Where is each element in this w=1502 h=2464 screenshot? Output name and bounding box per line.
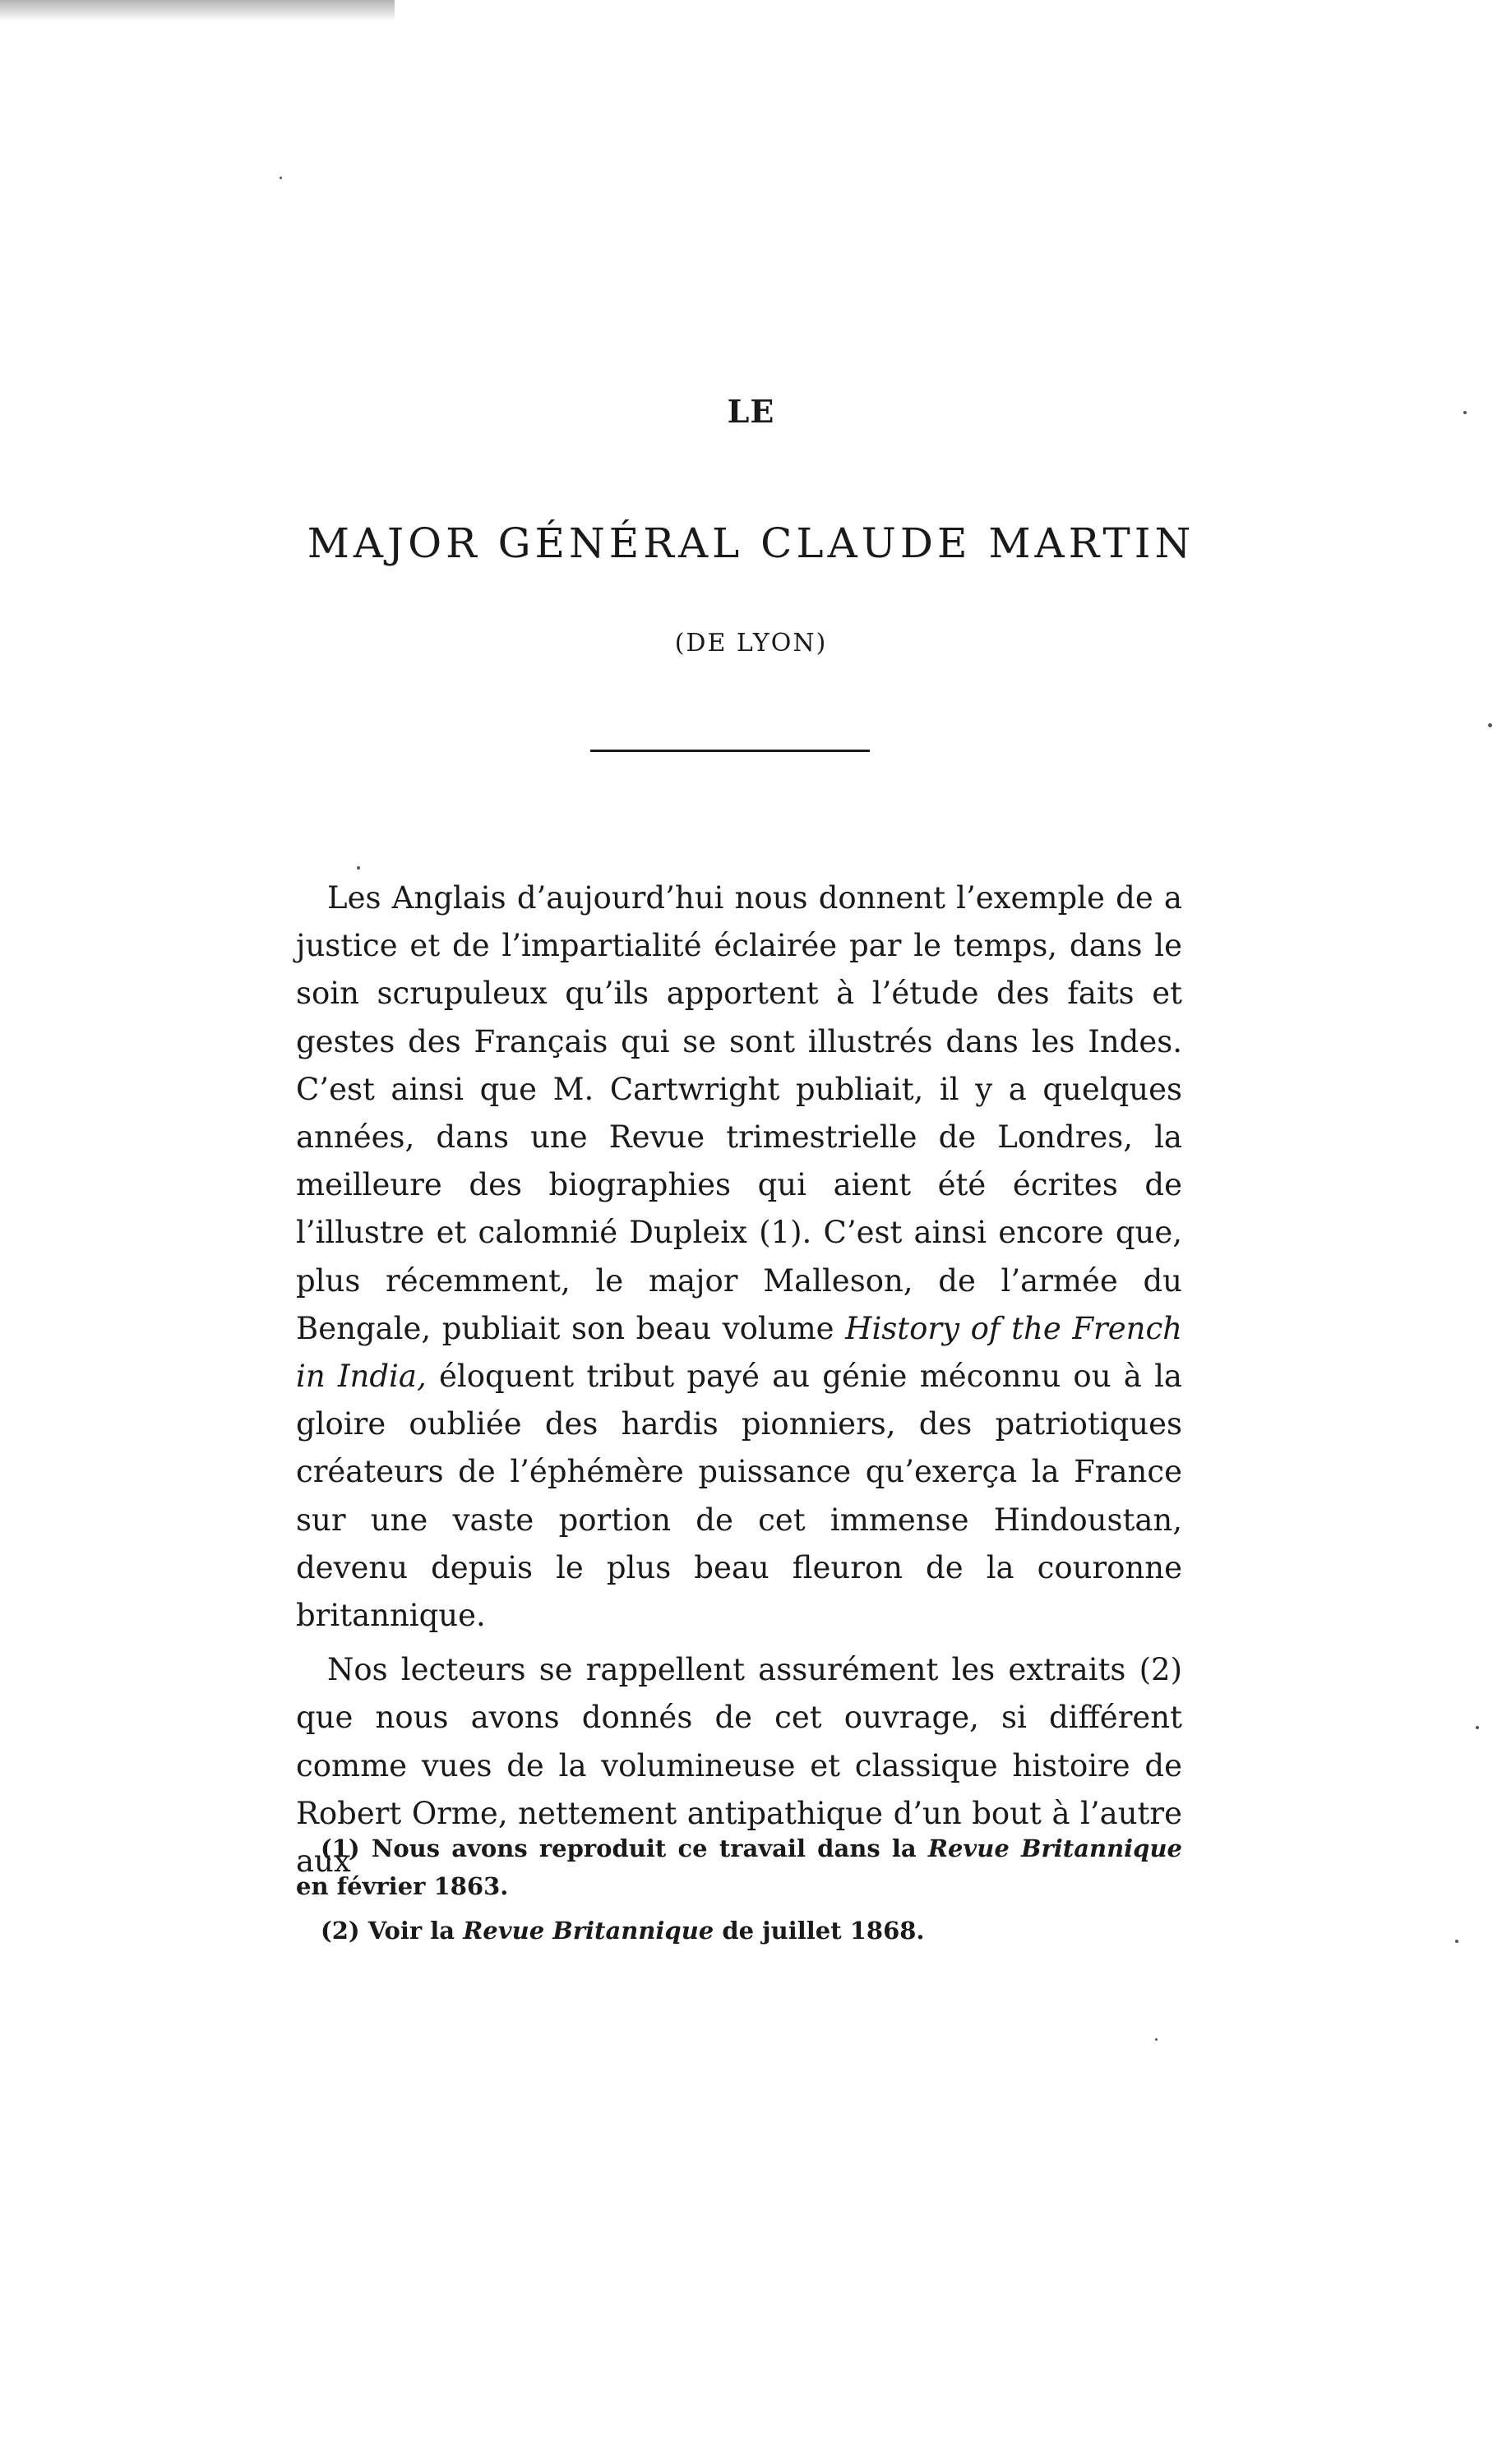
footnote-1 [296, 1830, 1182, 1905]
footnote-2-text-b: de juillet 1868. [714, 1917, 925, 1945]
paragraph-1-text-a: Les Anglais d’aujourd’hui nous donnent l’exemple de a justice et de l’impartialité éclairée par le temps, dans le soin scrupuleux qu’ils apportent à l’étude des faits et gestes des Français qui se sont illustrés dans les Indes. C’est ainsi que M. Cartwright publiait, il y a quelques années, dans une Revue trimestrielle de Londres, la meilleure des biographies qui aient été écrites de l’illustre et calomnié Dupleix (1). C’est ainsi encore que, plus récemment, le major Malleson, de l’armée du Bengale, publiait son beau volume [296, 880, 1182, 1346]
title-divider [590, 750, 870, 752]
scan-edge-shadow [0, 0, 395, 21]
scan-speck [1155, 2038, 1158, 2041]
paragraph-2: Nos lecteurs se rappellent assurément les extraits (2) que nous avons donnés de cet ouvrage, si différent comme vues de la volumineuse et classique histoire de Robert Orme, nettement antipathique d’un bout à l’autre aux [296, 1652, 1182, 1880]
footnote-1-text-b: en février 1863. [296, 1872, 509, 1900]
footnote-2-italic: Revue Britannique [463, 1917, 714, 1945]
footnotes [296, 1830, 1182, 1950]
footnote-2 [296, 1912, 1182, 1950]
paragraph-1 [296, 874, 1182, 1640]
footnote-1-italic: Revue Britannique [927, 1834, 1182, 1862]
scan-speck [280, 177, 282, 179]
scan-speck [357, 866, 360, 870]
subtitle: (DE LYON) [674, 629, 828, 658]
body-text [296, 874, 1182, 1885]
book-title-italic: History of the French in India, [296, 1310, 1182, 1395]
pre-title: LE [727, 393, 775, 430]
footnote-1-text-a: (1) Nous avons reproduit ce travail dans la [321, 1834, 928, 1862]
footnote-2-text-a: (2) Voir la [321, 1917, 464, 1945]
scan-speck [1455, 1940, 1458, 1943]
paragraph-1-text-b: éloquent tribut payé au génie méconnu ou à la gloire oubliée des hardis pionniers, des patriotiques créateurs de l’éphémère puissance qu’exerça la France sur une vaste portion de cet immense Hindoustan, devenu depuis le plus beau fleuron de la couronne britannique. [296, 1359, 1182, 1634]
scan-speck [1488, 723, 1492, 727]
scan-speck [1476, 1726, 1479, 1729]
scan-speck [1463, 411, 1467, 414]
page-title: MAJOR GÉNÉRAL CLAUDE MARTIN [307, 519, 1195, 567]
